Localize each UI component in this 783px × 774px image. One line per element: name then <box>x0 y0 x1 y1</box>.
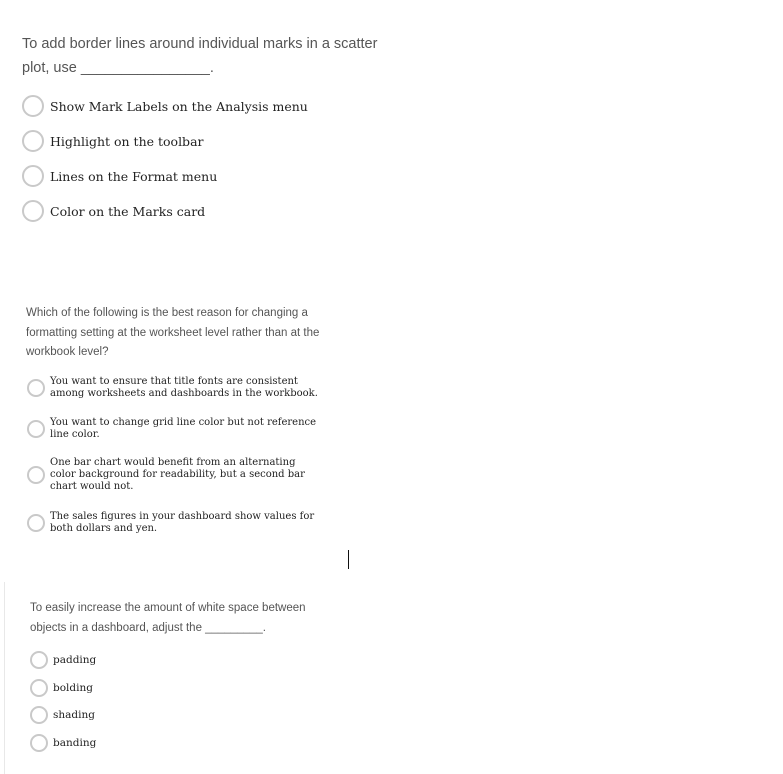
answer-option[interactable] <box>27 417 322 441</box>
answer-option-label: You want to change grid line color but not reference line color. <box>50 417 317 440</box>
answer-option-label: You want to ensure that title fonts are consistent among worksheets and dashboards in the workbook. <box>50 376 318 399</box>
answer-option[interactable] <box>22 165 217 187</box>
question-text: To add border lines around individual marks in a scatter plot, use ________________. <box>22 36 378 76</box>
answer-option[interactable] <box>30 651 96 669</box>
radio-button-icon[interactable] <box>22 200 44 222</box>
radio-button-icon[interactable] <box>22 130 44 152</box>
radio-button-icon[interactable] <box>27 466 45 484</box>
answer-option[interactable] <box>27 511 322 535</box>
radio-button-icon[interactable] <box>27 379 45 397</box>
answer-option-label: padding <box>53 654 97 666</box>
answer-option-label: Lines on the Format menu <box>50 168 218 184</box>
answer-option[interactable] <box>30 734 96 752</box>
radio-button-icon[interactable] <box>22 165 44 187</box>
answer-option[interactable] <box>22 95 308 117</box>
answer-option[interactable] <box>22 200 205 222</box>
radio-button-icon[interactable] <box>30 651 48 669</box>
answer-option[interactable] <box>22 130 204 152</box>
radio-button-icon[interactable] <box>27 514 45 532</box>
answer-option-label: One bar chart would benefit from an alternating color background for readability, but a second bar chart would not. <box>50 457 305 492</box>
question-text: To easily increase the amount of white space between objects in a dashboard, adjust the _________. <box>30 602 306 634</box>
answer-option-label: Color on the Marks card <box>50 203 206 219</box>
radio-button-icon[interactable] <box>30 679 48 697</box>
answer-option-label: shading <box>53 709 95 721</box>
radio-button-icon[interactable] <box>30 706 48 724</box>
answer-option-label: bolding <box>53 682 93 694</box>
radio-button-icon[interactable] <box>27 420 45 438</box>
answer-option-label: Show Mark Labels on the Analysis menu <box>50 98 308 114</box>
answer-option-label: The sales figures in your dashboard show values for both dollars and yen. <box>50 511 315 534</box>
answer-option[interactable] <box>27 376 322 400</box>
question-text: Which of the following is the best reason for changing a formatting setting at the worksheet level rather than at the workbook level? <box>26 307 320 358</box>
answer-option[interactable] <box>27 457 322 493</box>
question-block-1 <box>0 0 420 240</box>
answer-option[interactable] <box>30 679 93 697</box>
radio-button-icon[interactable] <box>22 95 44 117</box>
question-block-3 <box>4 582 345 774</box>
question-block-2 <box>0 290 345 550</box>
answer-option-label: Highlight on the toolbar <box>50 133 204 149</box>
answer-option[interactable] <box>30 706 95 724</box>
text-cursor <box>348 550 349 569</box>
radio-button-icon[interactable] <box>30 734 48 752</box>
answer-option-label: banding <box>53 737 97 749</box>
